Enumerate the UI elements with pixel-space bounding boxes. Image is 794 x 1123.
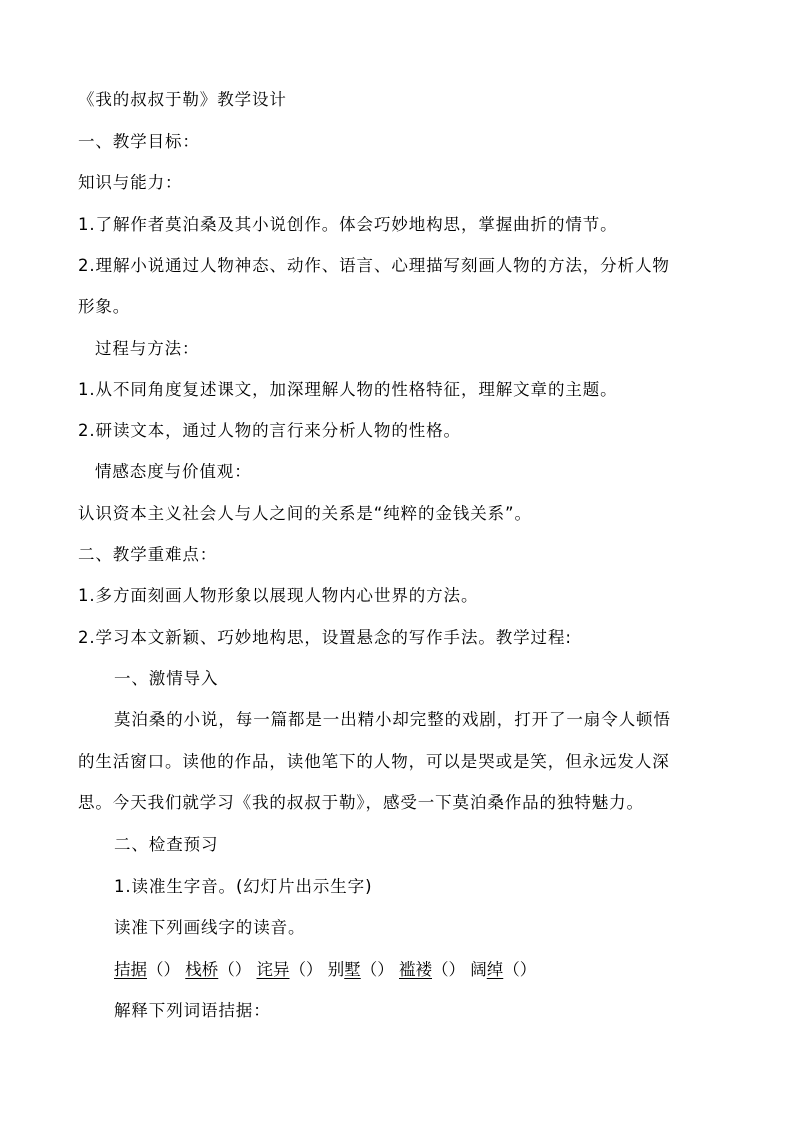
word-4-paren: （） xyxy=(360,960,394,979)
word-5-paren: （） xyxy=(432,960,465,979)
key-point-1: 1.多方面刻画人物形象以展现人物内心世界的方法。 xyxy=(78,586,479,605)
word-1: 拮据 xyxy=(114,960,147,979)
preview-instruction: 读准下列画线字的读音。 xyxy=(114,918,306,937)
word-4-prefix: 别 xyxy=(327,960,345,979)
word-1-paren: （） xyxy=(147,960,180,979)
preview-item-1: 1.读准生字音。(幻灯片出示生字) xyxy=(114,877,373,896)
emotion-text: 认识资本主义社会人与人之间的关系是“纯粹的金钱关系”。 xyxy=(78,504,532,523)
knowledge-heading: 知识与能力： xyxy=(78,173,183,192)
document-title: 《我的叔叔于勒》教学设计 xyxy=(78,90,287,109)
word-4: 墅 xyxy=(344,960,361,979)
process-item-2: 2.研读文本，通过人物的言行来分析人物的性格。 xyxy=(78,421,461,440)
knowledge-item-2: 2.理解小说通过人物神态、动作、语言、心理描写刻画人物的方法，分析人物 xyxy=(78,256,670,275)
word-6: 绰 xyxy=(486,960,504,979)
word-6-paren: （） xyxy=(503,960,537,979)
preview-heading: 二、检查预习 xyxy=(114,835,219,854)
key-points-heading: 二、教学重难点： xyxy=(78,545,218,564)
goals-heading: 一、教学目标： xyxy=(78,132,200,151)
word-6-prefix: 阔 xyxy=(470,960,487,979)
intro-paragraph-line-3: 思。今天我们就学习《我的叔叔于勒》，感受一下莫泊桑作品的独特魅力。 xyxy=(78,793,644,812)
key-point-2: 2.学习本文新颖、巧妙地构思，设置悬念的写作手法。教学过程: xyxy=(78,628,572,647)
word-3-paren: （） xyxy=(289,960,323,979)
word-5: 褴褛 xyxy=(399,960,432,979)
word-3: 诧异 xyxy=(256,960,290,979)
explain-instruction: 解释下列词语拮据： xyxy=(114,1001,271,1020)
process-heading: 过程与方法： xyxy=(95,339,200,358)
word-2: 栈桥 xyxy=(185,960,219,979)
intro-paragraph-line-1: 莫泊桑的小说，每一篇都是一出精小却完整的戏剧，打开了一扇令人顿悟 xyxy=(114,710,671,729)
knowledge-item-1: 1.了解作者莫泊桑及其小说创作。体会巧妙地构思，掌握曲折的情节。 xyxy=(78,215,618,234)
emotion-heading: 情感态度与价值观： xyxy=(95,462,252,481)
word-2-paren: （） xyxy=(218,960,252,979)
intro-heading: 一、激情导入 xyxy=(114,669,219,688)
intro-paragraph-line-2: 的生活窗口。读他的作品，读他笔下的人物，可以是哭或是笑，但永远发人深 xyxy=(78,752,670,771)
process-item-1: 1.从不同角度复述课文，加深理解人物的性格特征，理解文章的主题。 xyxy=(78,380,618,399)
word-list xyxy=(114,959,536,981)
knowledge-item-2-cont: 形象。 xyxy=(78,297,131,316)
